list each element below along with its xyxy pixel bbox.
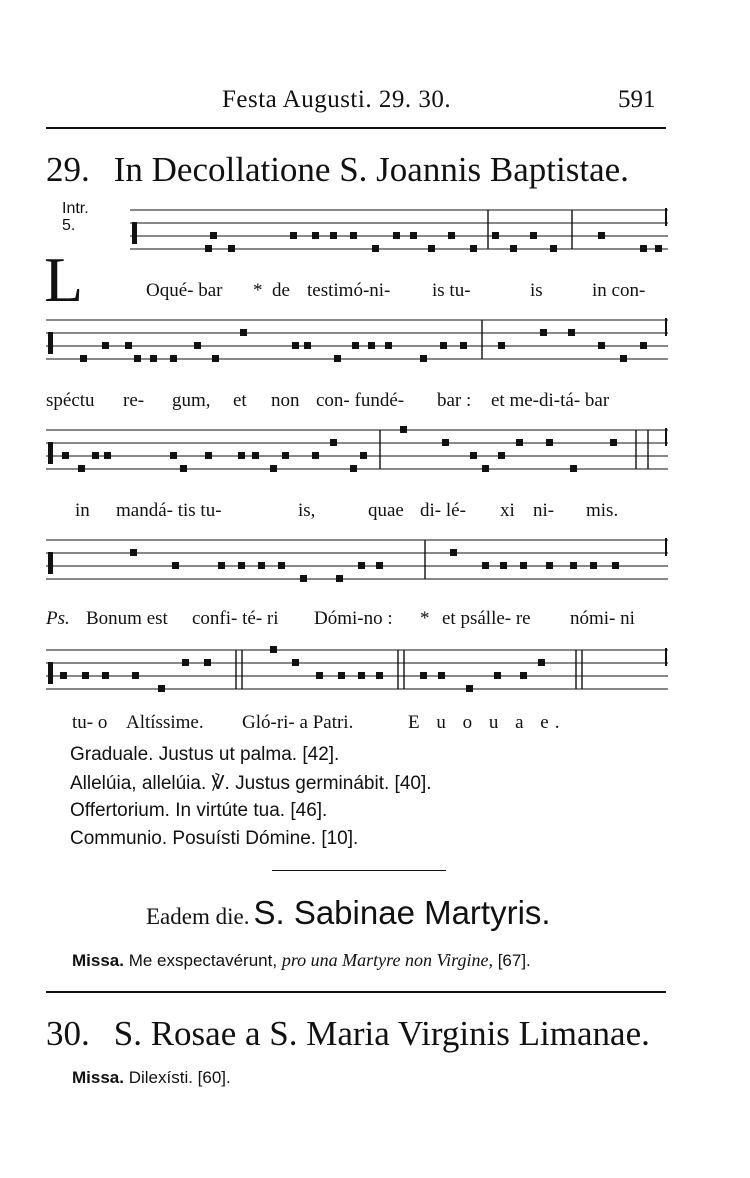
proper-graduale: Graduale. Justus ut palma. [42]. xyxy=(70,744,340,765)
lyric-syllable: quae xyxy=(368,500,404,521)
chant-staff-3 xyxy=(0,420,750,490)
feast-heading-30 xyxy=(46,1014,650,1054)
lyric-syllable: de xyxy=(272,280,290,301)
lyric-syllable: mis. xyxy=(586,500,619,521)
initial-letter: L xyxy=(44,244,84,315)
lyric-syllable: testimó-ni- xyxy=(307,280,391,301)
feast-heading-29 xyxy=(46,150,629,190)
lyric-syllable: et psálle- re xyxy=(442,608,531,629)
missa-label: Missa. xyxy=(72,951,124,970)
sabina-missa-line xyxy=(72,950,531,971)
missa-text: Me exspectavérunt, xyxy=(128,951,278,970)
lyric-syllable: et me-di-tá- bar xyxy=(491,390,610,411)
missa-label: Missa. xyxy=(72,1068,124,1087)
page-number: 591 xyxy=(618,86,656,113)
lyric-syllable: gum, xyxy=(172,390,211,411)
lyric-syllable: ni- xyxy=(533,500,555,521)
page-header-title: Festa Augusti. 29. 30. xyxy=(222,86,452,113)
asterisk: * xyxy=(420,608,430,629)
lyric-syllable: Altíssime. xyxy=(126,712,204,733)
missa-ref: [67]. xyxy=(497,951,531,970)
sabina-title: S. Sabinae Martyris. xyxy=(253,894,551,931)
chant-staff-2 xyxy=(0,310,750,380)
lyric-syllable: Oqué- bar xyxy=(146,280,223,301)
psalm-label: Ps. xyxy=(46,608,70,629)
euouae: E u o u a e. xyxy=(408,712,566,733)
lyric-syllable: tu- o xyxy=(72,712,108,733)
lyric-syllable: is, xyxy=(298,500,316,521)
chant-staff-5 xyxy=(0,640,750,710)
lyric-syllable: confi- té- ri xyxy=(192,608,279,629)
intr-label: Intr. xyxy=(62,200,89,217)
lyric-syllable: con- fundé- xyxy=(316,390,405,411)
lyric-syllable: is tu- xyxy=(432,280,471,301)
feast-number: 30. xyxy=(46,1014,90,1053)
lyric-syllable: di- lé- xyxy=(420,500,466,521)
eadem-die: Eadem die. xyxy=(146,904,250,929)
lyric-syllable: in con- xyxy=(592,280,646,301)
lyric-syllable: xi xyxy=(500,500,515,521)
feast-title: In Decollatione S. Joannis Baptistae. xyxy=(113,150,629,189)
mode-number: 5. xyxy=(62,217,76,234)
proper-offertorium: Offertorium. In virtúte tua. [46]. xyxy=(70,800,328,821)
lyric-syllable: non xyxy=(271,390,300,411)
asterisk: * xyxy=(253,280,263,301)
rosa-missa-line xyxy=(72,1068,231,1088)
lyric-syllable: mandá- tis tu- xyxy=(116,500,222,521)
lyric-syllable: Gló-ri- a Patri. xyxy=(242,712,354,733)
section-rule xyxy=(46,991,666,993)
missa-text: Dilexísti. [60]. xyxy=(128,1068,231,1087)
lyric-syllable: nómi- ni xyxy=(570,608,635,629)
lyric-syllable: in xyxy=(75,500,90,521)
proper-communio: Communio. Posuísti Dómine. [10]. xyxy=(70,828,359,849)
chant-staff-1 xyxy=(0,200,750,270)
lyric-syllable: Dómi-no : xyxy=(314,608,393,629)
missa-rubric: pro una Martyre non Virgine, xyxy=(281,950,493,970)
lyric-syllable: bar : xyxy=(437,390,472,411)
feast-number: 29. xyxy=(46,150,90,189)
chant-staff-4 xyxy=(0,530,750,600)
proper-alleluia: Allelúia, allelúia. ℣. Justus germinábit. [40]. xyxy=(70,773,432,794)
lyric-syllable: re- xyxy=(123,390,145,411)
sabina-heading xyxy=(146,894,551,932)
header-rule xyxy=(46,127,666,129)
lyric-syllable: Bonum est xyxy=(86,608,168,629)
short-divider xyxy=(272,870,446,871)
lyric-syllable: is xyxy=(530,280,543,301)
lyric-syllable: et xyxy=(233,390,247,411)
lyric-syllable: spéctu xyxy=(46,390,95,411)
feast-title: S. Rosae a S. Maria Virginis Limanae. xyxy=(113,1014,650,1053)
